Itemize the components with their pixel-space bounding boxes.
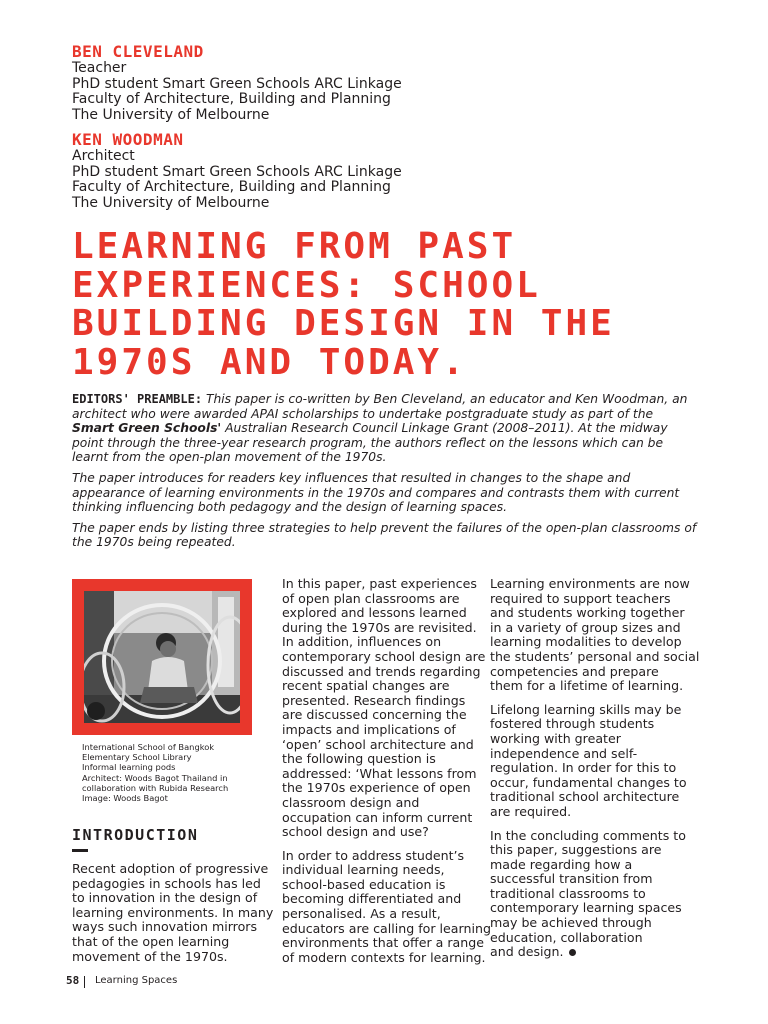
body-column-1 [72, 861, 274, 964]
article-title [72, 228, 712, 382]
body-line: presented. Research findings [282, 692, 466, 708]
body-line: contemporary learning spaces [490, 900, 682, 916]
body-line: competencies and prepare [490, 663, 659, 679]
body-line: are discussed concerning the [282, 707, 467, 723]
body-line: educators are calling for learning [282, 920, 491, 936]
body-line: impacts and implications of [282, 721, 456, 737]
body-line: recent spatial changes are [282, 678, 450, 694]
body-line: regulation. In order for this to [490, 760, 677, 776]
title-line: EXPERIENCES: SCHOOL [72, 264, 541, 306]
body-line: individual learning needs, [282, 862, 445, 878]
editors-preamble [72, 392, 697, 556]
body-line: them for a lifetime of learning. [490, 678, 684, 694]
photo-frame [72, 579, 252, 735]
body-line: may be achieved through [490, 915, 652, 931]
body-line: in a variety of group sizes and [490, 619, 681, 635]
body-line: ‘open’ school architecture and [282, 736, 474, 752]
body-line: of modern contexts for learning. [282, 949, 486, 965]
preamble-paragraph: The paper introduces for readers key influences that resulted in changes to the shape and appearance of learning environments in the 1970s and compares and contrasts them with current thinking influencing both pedagogy and the design of learning spaces. [72, 470, 680, 515]
author-role: Architect [72, 148, 135, 164]
body-line: environments that offer a range [282, 935, 484, 951]
body-line: Learning environments are now [490, 576, 690, 591]
body-line: occur, fundamental changes to [490, 774, 687, 790]
author-faculty: Faculty of Architecture, Building and Planning [72, 179, 391, 195]
body-line: personalised. As a result, [282, 906, 441, 922]
caption-line: Architect: Woods Bagot Thailand in [82, 772, 228, 783]
body-paragraph [282, 847, 491, 966]
body-line: classroom design and [282, 794, 420, 810]
body-line: of open plan classrooms are [282, 590, 460, 606]
body-paragraph [490, 703, 690, 820]
body-line: pedagogies in schools has led [72, 875, 261, 891]
body-line: are required. [490, 803, 572, 819]
body-line: this paper, suggestions are [490, 842, 662, 858]
body-paragraph [490, 576, 700, 694]
body-line: education, collaboration [490, 929, 643, 945]
preamble-text: Australian Research Council Linkage Grant (2008–2011). At the midway point through the three-year research program, the authors reflect on the lessons which can be learnt from the open-plan movement of the 1970s. [72, 421, 668, 465]
author-block-1 [72, 42, 402, 123]
photo-caption [82, 742, 252, 803]
preamble-paragraph: The paper ends by listing three strategies to help prevent the failures of the open-plan classrooms of the 1970s being repeated. [72, 520, 697, 550]
body-line: contemporary school design are [282, 648, 486, 664]
body-line: learning environments. In many [72, 904, 274, 920]
preamble-lead: EDITORS' PREAMBLE: [72, 392, 203, 406]
caption-line: Informal learning pods [82, 762, 176, 773]
body-line: In the concluding comments to [490, 827, 686, 843]
body-line: becoming differentiated and [282, 891, 462, 907]
preamble-text: This paper is co-written by Ben Cleveland, an educator and Ken Woodman, an architect who were awarded APAI scholarships to undertake postgraduate study as part of the [72, 392, 688, 421]
body-line: learning modalities to develop [490, 634, 682, 650]
body-line: independence and self- [490, 745, 638, 761]
body-line: that of the open learning [72, 933, 230, 949]
title-line: 1970S AND TODAY. [72, 341, 467, 383]
body-line: made regarding how a [490, 856, 633, 872]
body-line: fostered through students [490, 716, 655, 732]
body-line: addressed: ‘What lessons from [282, 765, 477, 781]
author-affiliation: PhD student Smart Green Schools ARC Linkage [72, 75, 402, 92]
body-line: Recent adoption of progressive [72, 861, 269, 876]
author-name: KEN WOODMAN [72, 130, 184, 149]
author-role: Teacher [72, 60, 127, 76]
author-affiliation: PhD student Smart Green Schools ARC Linkage [72, 163, 402, 180]
body-paragraph [282, 576, 486, 840]
body-line: the following question is [282, 751, 436, 767]
caption-line: collaboration with Rubida Research [82, 782, 229, 793]
body-line: discussed and trends regarding [282, 663, 481, 679]
body-line: explored and lessons learned [282, 605, 467, 621]
body-line: In addition, influences on [282, 634, 442, 650]
title-line: LEARNING FROM PAST [72, 226, 517, 267]
body-line-text: and design. [490, 944, 564, 960]
body-line: during the 1970s are revisited. [282, 619, 477, 635]
section-heading: INTRODUCTION [72, 826, 199, 844]
author-university: The University of Melbourne [72, 106, 270, 123]
heading-rule [72, 849, 88, 852]
body-column-2 [282, 576, 491, 974]
author-name: BEN CLEVELAND [72, 42, 204, 61]
end-of-article-icon [569, 949, 576, 956]
body-line: school-based education is [282, 876, 446, 892]
library-pod-photo [84, 591, 240, 723]
body-line [490, 945, 690, 960]
body-line: In order to address student’s [282, 847, 465, 863]
body-line: traditional classrooms to [490, 885, 646, 901]
body-line: In this paper, past experiences [282, 576, 477, 591]
body-line: the 1970s experience of open [282, 780, 471, 796]
body-line: ways such innovation mirrors [72, 919, 258, 935]
body-line: movement of the 1970s. [72, 948, 228, 964]
author-university: The University of Melbourne [72, 194, 270, 211]
author-block-2 [72, 130, 402, 211]
body-line: occupation can inform current [282, 809, 473, 825]
preamble-paragraph [72, 392, 697, 465]
caption-line: Elementary School Library [82, 752, 192, 763]
program-name: Smart Green Schools' [72, 421, 222, 436]
body-line: to innovation in the design of [72, 890, 258, 906]
footer-divider [84, 976, 85, 988]
title-line: BUILDING DESIGN IN THE [72, 303, 615, 344]
body-line: successful transition from [490, 871, 653, 887]
body-line: working with greater [490, 730, 621, 746]
caption-line: Image: Woods Bagot [82, 793, 168, 804]
body-line: required to support teachers [490, 590, 671, 606]
body-line: school design and use? [282, 824, 429, 840]
author-faculty: Faculty of Architecture, Building and Planning [72, 91, 391, 107]
body-line: Lifelong learning skills may be [490, 701, 682, 717]
page-number: 58 [66, 974, 80, 987]
body-line: and students working together [490, 605, 685, 621]
body-line: the students’ personal and social [490, 648, 700, 664]
body-column-3 [490, 576, 700, 969]
caption-line: International School of Bangkok [82, 742, 215, 752]
body-line: traditional school architecture [490, 789, 680, 805]
publication-name: Learning Spaces [95, 975, 178, 986]
body-paragraph [490, 829, 690, 960]
